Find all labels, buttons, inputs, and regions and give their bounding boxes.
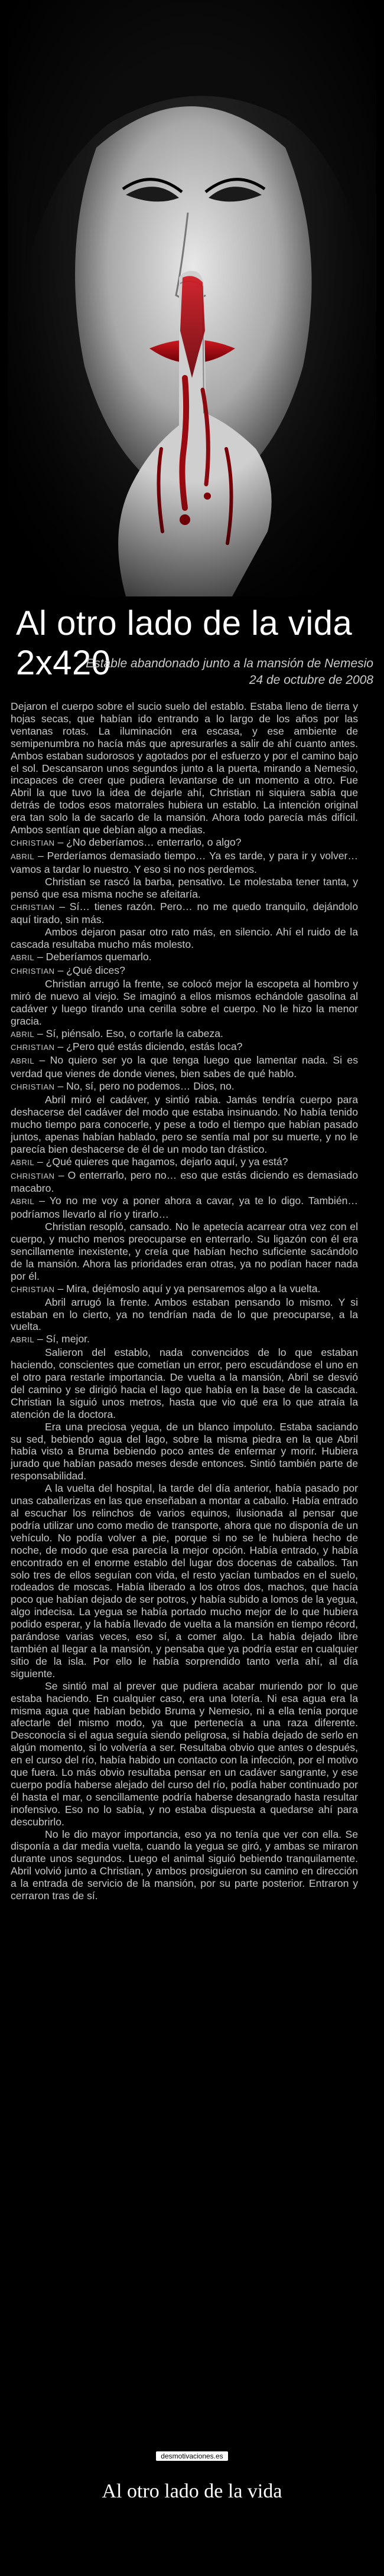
- paragraph-text: Abril arrugó la frente. Ambos estaban pensando lo mismo. Y si estaban en lo cierto, ya no tendrían nada de lo que preocuparse, a la vuelta.: [11, 1296, 358, 1333]
- paragraph-text: Ambos dejaron pasar otro rato más, en silencio. Ahí el ruido de la cascada resultaba mucho más molesto.: [11, 926, 358, 951]
- story-paragraph: [11, 836, 358, 850]
- paragraph-text: Christian resopló, cansado. No le apetecía acarrear otra vez con el cuerpo, y mucho menos preocuparse en enterrarlo. Su ligazón con él era sencillamente inexistente, y creía que habían hecho suficiente sacándolo de la mansión. Ahora las prioridades eran otras, ya no podían hacer nada por él.: [11, 1221, 358, 1282]
- speaker-name: ABRIL: [11, 953, 35, 963]
- story-location: Estable abandonado junto a la mansión de Nemesio: [86, 657, 373, 670]
- speaker-name: CHRISTIAN: [11, 1082, 55, 1092]
- story-title: Al otro lado de la vida 2x420: [16, 604, 353, 682]
- speaker-name: CHRISTIAN: [11, 902, 55, 912]
- story-paragraph: [11, 700, 358, 836]
- speaker-name: CHRISTIAN: [11, 967, 55, 976]
- story-paragraph: [11, 964, 358, 978]
- story-body: [11, 700, 358, 1902]
- story-paragraph: [11, 1028, 358, 1041]
- story-paragraph: [11, 1080, 358, 1094]
- paragraph-text: No le dio mayor importancia, eso ya no tenía que ver con ella. Se disponía a dar media vuelta, cuando la yegua se giró, y ambas se miraron durante unos segundos. Luego el animal siguió bebiendo tranquilamente. Abril volvió junto a Christian, y ambos prosiguieron su camino en dirección a la entrada de servicio de la mansión, por su parte posterior. Entraron y cerraron tras de sí.: [11, 1828, 358, 1902]
- paragraph-text: – No quiero ser yo la que tenga luego que lamentar nada. Si es verdad que vienes de donde vienes, bien sabes de qué hablo.: [11, 1054, 358, 1080]
- speaker-name: CHRISTIAN: [11, 1284, 55, 1294]
- site-credit[interactable]: [0, 2451, 384, 2461]
- speaker-name: ABRIL: [11, 1057, 35, 1066]
- paragraph-text: – Sí… tienes razón. Pero… no me quedo tranquilo, dejándolo aquí tirado, sin más.: [11, 900, 358, 926]
- story-paragraph: [11, 901, 358, 927]
- story-paragraph: [11, 978, 358, 1028]
- story-paragraph: [11, 1283, 358, 1296]
- speaker-name: CHRISTIAN: [11, 838, 55, 847]
- story-paragraph: [11, 1169, 358, 1195]
- speaker-name: ABRIL: [11, 1197, 35, 1207]
- paragraph-text: Salieron del establo, nada convencidos de lo que estaban haciendo, conscientes que cometían un error, pero escudándose el uno en el otro para restarle importancia. De vuelta a la mansión, Abril se desvió del camino y se dirigió hacia el lago que había en la base de la cascada. Christian la siguió unos metros, hasta que vio qué era lo que atraía la atención de la doctora.: [11, 1346, 358, 1420]
- speaker-name: CHRISTIAN: [11, 1171, 55, 1181]
- story-paragraph: [11, 1333, 358, 1346]
- paragraph-text: – No, sí, pero no podemos… Dios, no.: [54, 1080, 235, 1093]
- story-paragraph: [11, 1054, 358, 1080]
- speaker-name: ABRIL: [11, 852, 35, 861]
- paragraph-text: – ¿Qué quieres que hagamos, dejarlo aquí, y ya está?: [34, 1155, 288, 1168]
- story-paragraph: [11, 1094, 358, 1156]
- paragraph-text: – O enterrarlo, pero no… eso que estás diciendo es demasiado macabro.: [11, 1169, 358, 1195]
- story-date: 24 de octubre de 2008: [249, 673, 373, 687]
- paragraph-text: – ¿Qué dices?: [54, 964, 125, 977]
- paragraph-text: A la vuelta del hospital, la tarde del día anterior, había pasado por unas caballerizas en las que enseñaban a montar a caballo. Había entrado al escuchar los relinchos de varios equinos, ilusionada al pensar que podría utilizar uno como medio de transporte, ahora que no disponía de un vehículo. No podía volver a pie, porque si no se le hubiera hecho de noche, de modo que esa parecía la mejor opción. Había entrado, y había encontrado en el enorme establo del lugar dos docenas de caballos. Tan solo tres de ellos seguían con vida, el resto yacían tumbados en el suelo, rodeados de moscas. Había liberado a los otros dos, machos, que hacía poco que habían dejado de ser potros, y había subido a lomos de la yegua, algo indecisa. La yegua se había portado mucho mejor de lo que hubiera podido esperar, y la había llevado de vuelta a la mansión en tiempo récord, parándose varias veces, eso sí, a comer algo. La había dejado libre también al llegar a la mansión, y pensaba que ya podría estar en cualquier sitio de la isla. Por ello le había sorprendido tanto verla ahí, al día siguiente.: [11, 1482, 358, 1680]
- story-paragraph: [11, 1346, 358, 1420]
- hero-illustration: [8, 0, 376, 596]
- speaker-name: CHRISTIAN: [11, 1043, 55, 1052]
- story-paragraph: [11, 1296, 358, 1333]
- story-paragraph: [11, 1156, 358, 1169]
- speaker-name: ABRIL: [11, 1335, 35, 1345]
- paragraph-text: Se sintió mal al prever que pudiera acabar muriendo por lo que estaba haciendo. En cualquier caso, era una lotería. Ni esa agua era la misma agua que habían bebido Bruma y Nemesio, ni a ella tenía porque afectarle del mismo modo, ya que pertenecía a una raza diferente. Desconocía si el agua seguía siendo peligrosa, si había dejado de serlo en algún momento, si lo volvería a ser. Resultaba obvio que antes o después, en el curso del río, había habido un contacto con la infección, por el motivo que fuera. Lo más obvio resultaba pensar en un cadáver sangrante, y ese cuerpo podía haberse alejado del curso del río, podía haber continuado por él hasta el mar, o sencillamente podría haberse desangrado hasta resultar inofensivo. Eso no lo sabía, y no estaba dispuesta a quedarse ahí para descubrirlo.: [11, 1680, 358, 1828]
- story-paragraph: [11, 1421, 358, 1483]
- paragraph-text: Dejaron el cuerpo sobre el sucio suelo del establo. Estaba lleno de tierra y hojas secas, que habían ido entrando a lo largo de los años por las ventanas rotas. La iluminación era escasa, y ese ambiente de semipenumbra no hacía más que apresurarles a salir de ahí cuanto antes. Ambos estaban sudorosos y agotados por el esfuerzo y por el camino bajo el sol. Descansaron unos segundos junto a la puerta, mirando a Nemesio, incapaces de creer que pudiera levantarse de un momento a otro. Fue Abril la que tuvo la idea de dejarle ahí, Christian ni siquiera sabía que detrás de todos esos matorrales hubiera un establo. La intención original era tan solo la de sacarlo de la mansión. Ahora todo parecía más difícil. Ambos sentían que debían algo a medias.: [11, 700, 358, 836]
- story-paragraph: [11, 1828, 358, 1902]
- paragraph-text: – Perderíamos demasiado tiempo… Ya es tarde, y para ir y volver… vamos a tardar lo nuestro. Y eso si no nos perdemos.: [11, 849, 358, 875]
- paragraph-text: – ¿No deberíamos… enterrarlo, o algo?: [54, 836, 242, 848]
- paragraph-text: Christian se rascó la barba, pensativo. Le molestaba tener tanta, y pensó que esa misma noche se afeitaría.: [11, 875, 358, 900]
- story-paragraph: [11, 1195, 358, 1221]
- story-paragraph: [11, 850, 358, 876]
- paragraph-text: Era una preciosa yegua, de un blanco impoluto. Estaba saciando su sed, bebiendo agua del lago, sobre la misma piedra en la que Abril había visto a Bruma bebiendo poco antes de enfermar y morir. Hubiera jurado que habían pasado meses desde entonces. Sintió también parte de responsabilidad.: [11, 1420, 358, 1482]
- story-paragraph: [11, 1221, 358, 1283]
- paragraph-text: – Yo no me voy a poner ahora a cavar, ya te lo digo. También… podríamos llevarlo al río y tirarlo…: [11, 1195, 358, 1221]
- story-paragraph: [11, 876, 358, 901]
- paragraph-text: – ¿Pero qué estás diciendo, estás loca?: [54, 1041, 243, 1053]
- story-paragraph: [11, 1680, 358, 1828]
- hero-image: [8, 0, 376, 596]
- paragraph-text: – Deberíamos quemarlo.: [34, 951, 152, 963]
- story-paragraph: [11, 1482, 358, 1680]
- paragraph-text: Abril miró el cadáver, y sintió rabia. Jamás tendría cuerpo para deshacerse del cadáver del modo que estaba insinuando. No había tenido mucho tiempo para conocerle, y pese a todo el tiempo que habían pasado juntos, apenas habían hablado, pero se sentía mal por su muerte, y no le parecía bien deshacerse de él de un modo tan drástico.: [11, 1094, 358, 1155]
- site-credit-label[interactable]: desmotivaciones.es: [156, 2451, 227, 2461]
- story-paragraph: [11, 1041, 358, 1054]
- story-paragraph: [11, 926, 358, 951]
- speaker-name: ABRIL: [11, 1157, 35, 1167]
- paragraph-text: – Mira, dejémoslo aquí y ya pensaremos algo a la vuelta.: [54, 1282, 321, 1294]
- story-paragraph: [11, 951, 358, 964]
- paragraph-text: – Sí, piénsalo. Eso, o cortarle la cabeza.: [34, 1027, 223, 1039]
- paragraph-text: Christian arrugó la frente, se colocó mejor la escopeta al hombro y miró de nuevo al viejo. Se imaginó a ellos mismos echándole gasolina al cadáver y luego tirando una cerilla sobre el cuerpo. No le hizo la menor gracia.: [11, 977, 358, 1027]
- speaker-name: ABRIL: [11, 1029, 35, 1039]
- paragraph-text: – Sí, mejor.: [34, 1333, 90, 1345]
- poster-caption: Al otro lado de la vida: [102, 2480, 282, 2502]
